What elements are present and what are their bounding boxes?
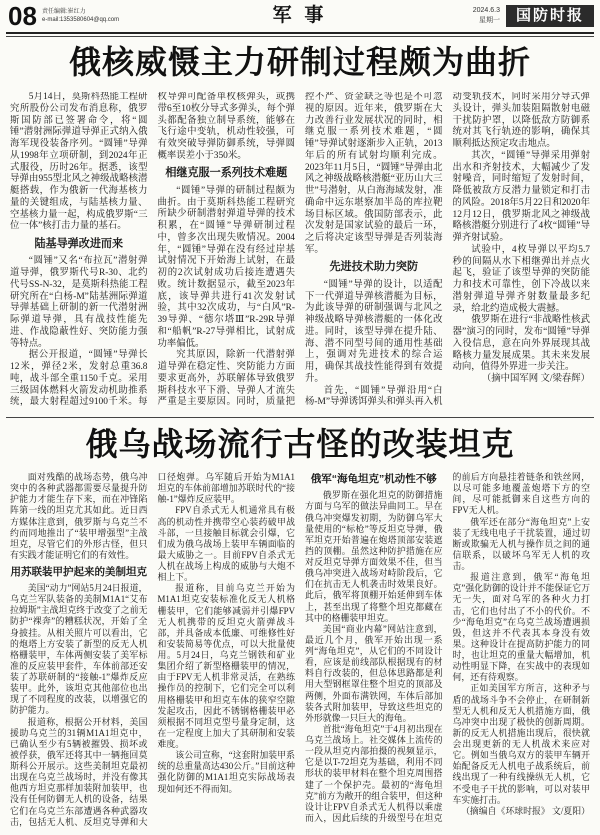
article-paragraph: “圆锤”又名“布拉瓦”潜射弹道导弹，俄罗斯代号R-30、北约代号SS-N-32，是莫斯科热能工程研究所在“白杨-M”陆基洲际弹道导弹基础上研制的新一代潜射洲际弹道导弹，具有战技性能先进、作战隐蔽性好、突防能力强等特点。 xyxy=(10,256,148,349)
headline: 俄乌战场流行古怪的改装坦克 xyxy=(85,426,515,462)
article-paragraph: 美国“动力”网站5月24日报道，乌克兰军队装备的美制M1A1“艾布拉姆斯”主战坦克终于改变了之前无防护“裸奔”的糟糕状况，开始了全身披挂。从相关照片可以看出，它的炮塔上方安装了新型的反无人机格栅装甲，车体两侧安装了美军标准的反应装甲套件，车体前部还安装了苏联研制的“接触-1”爆炸反应装甲。此外，该坦克其他部位也出现了不同程度的改装，以增强它的防护能力。 xyxy=(10,583,148,716)
masthead-logo: 国防时报 xyxy=(506,5,594,27)
article-paragraph: “圆锤”导弹的设计，以适配下一代弹道导弹核潜艇为目标，为此该导弹的研制强调与北风之神级战略导弹核潜艇的一体化改进。同时，该型导弹在提升陆、海、潜不同型号间的通用性基础上，强调对先进技术的综合运用，确保其战技性能得到有效提升。 xyxy=(305,279,443,384)
article-paragraph: 其次，“圆锤”导弹采用弹射出水和齐射技术，大幅减少了发射噪音，同时缩短了发射时间，降低被敌方反潜力量锁定和打击的风险。2018年5月22日和2020年12月12日，俄罗斯北风之神级战略核潜艇分别进行了4枚“圆锤”导弹齐射试验。 xyxy=(452,150,590,243)
byline-credit: （摘中国军网 文/梁春辉） xyxy=(481,374,590,384)
article-paragraph: 俄军还在部分“海龟坦克”上安装了无线电电子干扰装置，通过切断或欺骗无人机与操作员之间的通信联系，以破坏乌军无人机的攻击。 xyxy=(452,516,590,571)
article-paragraph: 报道注意到，俄军“海龟坦克”强化防御的设计并不能保证它万无一失，面对乌军的各种火力打击，它们也付出了不小的代价。不少“海龟坦克”在乌克兰战场遭遇损毁，但这并不代表其本身没有效果。这种设计在提高防护能力的同时，也让坦克的重量大幅增加，机动性明显下降，在实战中的表现如何，还有待观察。 xyxy=(452,572,590,683)
section-heading: 用苏联装甲护起来的美制坦克 xyxy=(10,565,147,578)
byline-credit: （摘编自《环球时报》 文/夏阳） xyxy=(461,805,590,816)
section-heading: 相继克服一系列技术难题 xyxy=(165,167,288,180)
article-paragraph: “圆锤”导弹的研制过程颇为曲折。由于莫斯科热能工程研究所缺少研制潜射弹道导弹的技术积累，在“圆锤”导弹研制过程中，曾多次出现失败情况。2004年，“圆锤”导弹在没有经过岸基试射情况下开始海上试射，在最初的2次试射成功后接连遭遇失败。统计数据显示，截至2023年底，该导弹共进行41次发射试验，其中32次成功，与“白风”R-39导弹、“德尔塔Ⅲ”R-29R导弹和“船帆”R-27导弹相比，试射成功率偏低。 xyxy=(157,185,295,349)
article-paragraph: 究其原因，除新一代潜射弹道导弹在稳定性、突防能力方面要求更高外，苏联解体导致俄罗斯科技水平下滑、导弹人才流失严重是主要原因。同时，质量把控不严、资金缺乏等也是不可忽视的原因。近年来，俄罗斯在大力改善行业发展状况的同时，相继克服一系列技术难题，“圆锤”导弹试射逐渐步入正轨，2013年后的所有试射均顺利完成。2023年11月5日，“圆锤”导弹由北风之神级战略核潜艇“亚历山大三世”号潜射，从白海海域发射，准确命中远东堪察加半岛的库拉靶场目标区域。俄国防部表示，此次发射是国家试验的最后一环，之后将决定该型导弹是否列装海军。 xyxy=(157,92,443,408)
article-body xyxy=(10,92,590,410)
article-paragraph: 正如美国军方所言，这种矛与盾的战场斗争不会停止，在研制新型无人机和反无人机措施方面，俄乌冲突中出现了极快的创新周期。新的反无人机措施出现后，很快就会出现更新的无人机战术来应对它。例如当俄乌双方的装甲车辆开始配备反无人机电子战系统后，前线出现了一种有线操纵无人机，它不受电子干扰的影响，可以对装甲车实施打击。 xyxy=(452,683,590,805)
section-heading: 俄军“海龟坦克”机动性不够 xyxy=(310,473,437,485)
article-paragraph: 首先，“圆锤”导弹沿用“白杨-M”导弹诱饵弹头和弹头再入机动变轨技术，同时采用分导式弹头设计，弹头加装阻隔散射电磁干扰防护罩，以降低敌方防御系统对其飞行轨迹的影响，确保其顺利抵达预定攻击地点。 xyxy=(305,92,590,408)
section-heading: 先进技术助力突防 xyxy=(329,261,419,274)
article-paragraph: 试验中，4枚导弹以平均5.7秒的间隔从水下相继弹出并点火起飞，验证了该型导弹的突防能力和技术可靠性，创下冷战以来潜射弹道导弹齐射数量最多纪录，给北约造成极大震撼。 xyxy=(452,244,590,314)
article-paragraph: 5月14日，莫斯科热能工程研究所股份公司发布消息称，俄罗斯国防部已签署命令，将“圆锤”潜射洲际弹道导弹正式纳入俄海军现役装备序列。“圆锤”导弹从1998年立项研制，到2024年正式服役，历时26年。据悉，该型导弹由955型北风之神级战略核潜艇搭载，作为俄新一代海基核力量的关键组成，与陆基核力量、空基核力量一起，构成俄罗斯“三位一体”核打击力量的基石。 xyxy=(10,92,148,232)
issue-weekday: 星期一 xyxy=(479,17,500,24)
article-paragraph: 报道称，根据公开材料，美国援助乌克兰的31辆M1A1坦克中，已确认至少有5辆被摧毁、损坏或被俘获，俄军还将其中一辆拖回莫斯科公开展示。这些美制坦克最初出现在乌克兰战场时，并没有像其他西方坦克那样加装附加装甲，也没有任何防御无人机的设备，结果它们在乌克兰东部遭遇各种武器攻击，包括无人机、反坦克导弹和大口径炮弹。乌军随后开始为M1A1坦克的车体前部增加苏联时代的“接触-1”爆炸反应装甲。 xyxy=(10,472,295,827)
article-paragraph: 该公司宣称，“这套附加装甲系统的总重量高达430公斤。”目前这种强化防御的M1A1坦克实际战场表现如何还不得而知。 xyxy=(157,750,295,794)
page-header xyxy=(0,0,600,32)
section-heading: 陆基导弹改进而来 xyxy=(34,237,124,250)
article-paragraph: FPV自杀式无人机通常具有极高的机动性并携带空心装药破甲战斗部，一旦接触目标就会引爆，它们成为俄乌战场上装甲车辆面临的最大威胁之一。目前FPV自杀式无人机在战场上构成的威胁与大炮不相上下。 xyxy=(157,505,295,583)
article-paragraph: 俄罗斯在进行“非战略性核武器”演习的同时，发布“圆锤”导弹入役信息，意在向外界展现其战略核力量发展成果。其未来发展动向，值得外界进一步关注。 xyxy=(452,315,590,373)
header-rule-thin xyxy=(6,36,594,37)
issue-date xyxy=(473,6,500,26)
editor-name: 责任编辑:崔红力 xyxy=(42,9,86,15)
article-paragraph: 报道称，目前乌克兰开始为M1A1坦克安装标准化反无人机格栅装甲，它们能够减弱并引爆FPV无人机携带的反坦克火箭弹战斗部，并具备成本低廉、可维修性好和安装简易等优点，可以大批量使用。5月24日，乌克兰钢铁和矿业集团介绍了新型格栅装甲的情况，由于FPV无人机非常灵活，在熟练操作员的控制下，它们完全可以利用格栅装甲和坦克车体的狭窄空隙发起攻击，因此不锈钢格栅装甲必须根据不同坦克型号量身定制，这在一定程度上加大了其研制和安装难度。 xyxy=(157,583,295,749)
editor-info xyxy=(42,8,119,24)
header-rule xyxy=(6,32,594,34)
article-paragraph: 面对残酷的战场态势，俄乌冲突中的各种武器都需要尽量提升防护能力才能生存下来，而在冲锋陷阵第一线的坦克尤其如此。近日西方媒体注意到，俄罗斯与乌克兰不约而同地推出了“装甲增强型”主战坦克，尽管它们的外形古怪，但只有实践才能证明它们的有效性。 xyxy=(10,472,148,560)
issue-date-value: 2024.6.3 xyxy=(472,7,500,14)
headline: 俄核威慑主力研制过程颇为曲折 xyxy=(68,44,531,80)
article-divider xyxy=(6,417,594,418)
article-paragraph: 首批“海龟坦克”于4月初出现在乌克兰战场上。社交媒体上流传的一段从坦克内部拍摄的视频显示，它是以T-72坦克为基础，利用不同形状的装甲材料在整个坦克周围搭建了一个保护壳。最初的“海龟坦克”前方为敞开的组合装甲，但这种设计让FPV自杀式无人机得以乘虚而入，因此后续的升级型号在坦克的前后方向悬挂着链条和铁丝网，以尽可能多地覆盖炮塔下方的空间，尽可能抵御来自这些方向的FPV无人机。 xyxy=(305,472,590,823)
article-paragraph: 俄罗斯在强化坦克的防御措施方面与乌军的做法异曲同工。早在俄乌冲突爆发初期，为防御乌军大量使用的“标枪”等反坦克导弹，俄军坦克开始普遍在炮塔顶部安装遮挡的顶棚。虽然这种防护措施在应对反坦克导弹方面效果不佳，但当俄乌冲突进入战场对峙阶段后，它们在抗击无人机袭击时效果良好。此后，俄军将顶棚开始延伸到车体上，甚至出现了将整个坦克都藏在其中的格栅装甲坦克。 xyxy=(305,490,443,623)
editor-email: e-mail:1353580604@qq.com xyxy=(42,17,120,23)
article-paragraph: 美国“商业内幕”网站注意到，最近几个月，俄军开始出现一系列“海龟坦克”，从它们的不同设计看，应该是前线部队根据现有的材料自行改装的，但总体思路都是利用大型钢框罩住整个坦克的顶部及两侧，外面布满铁网，车体后部加装各式附加装甲，导致这些坦克的外形就像一只巨大的海龟。 xyxy=(305,623,443,723)
article-body xyxy=(10,472,590,828)
page-number: 08 xyxy=(8,1,37,31)
article-paragraph: 据公开报道，“圆锤”导弹长12米，弹径2米，发射总重36.8吨，战斗部全重1150千克。采用三级固体燃料火箭发动机助推系统，最大射程超过9100千米。每枚导弹可配备单枚核弹头，或携带6至10枚分导式多弹头，每个弹头都配备独立制导系统，能够在飞行途中变轨，机动性较强，可有效突破导弹防御系统，导弹圆概率误差小于350米。 xyxy=(10,92,295,408)
section-title: 军 事 xyxy=(272,5,328,26)
